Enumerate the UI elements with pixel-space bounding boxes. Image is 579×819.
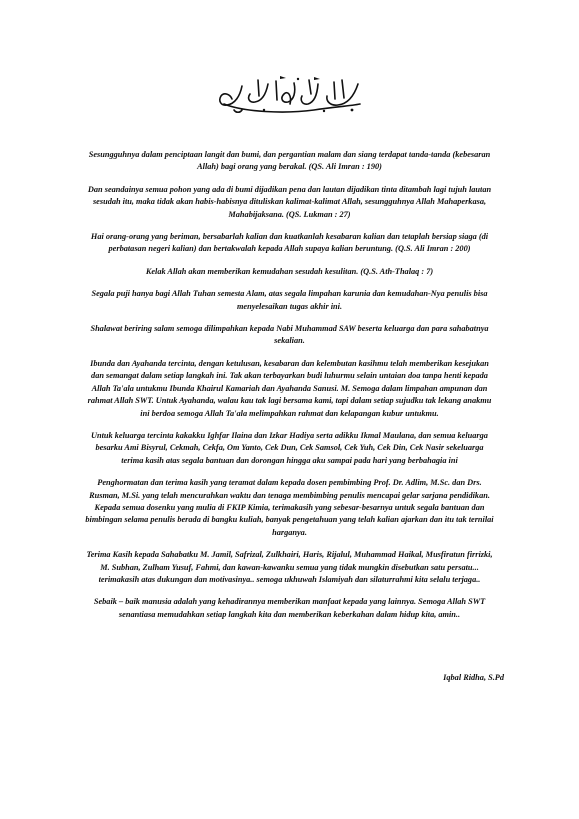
author-signature: Iqbal Ridha, S.Pd: [443, 673, 504, 682]
family-dedication: Untuk keluarga tercinta kakakku Ighfar Ilaina dan Izkar Hadiya serta adikku Ikmal Maulana, dan semua keluarga besarku Ami Bisyrul, Cekmah, Cekfa, Om Yanto, Cek Dun, Cek Samsol, Cek Yuh, Cek Din, Cek Nasir sekeluarga terima kasih atas segala bantuan dan dorongan hingga aku sampai pada hari yang berbahagia ini: [91, 430, 488, 465]
dedication-text: [84, 149, 495, 631]
friends-dedication: Terima Kasih kepada Sahabatku M. Jamil, Safrizal, Zulkhairi, Haris, Rijalul, Muhammad Haikal, Musfiratun firrizki, M. Subhan, Zulham Yusuf, Fahmi, dan kawan-kawanku semua yang tidak mungkin disebutkan satu persatu... terimakasih atas dukungan dan motivasinya.. semoga ukhuwah Islamiyah dan silaturrahmi kita selalu terjaga..: [86, 550, 493, 584]
parents-dedication: Ibunda dan Ayahanda tercinta, dengan ketulusan, kesabaran dan kelembutan kasihmu telah memberikan kesejukan dan semangat dalam setiap langkah ini. Tak akan terbayarkan budi luhurmu selain untaian doa tanpa henti kepada Allah Ta'ala untukmu Ibunda Khairul Kamariah dan Ayahanda Sanusi. M. Semoga dalam limpahan ampunan dan rahmat Allah SWT. Untuk Ayahanda, walau kau tak lagi bersama kami, tapi dalam setiap sujudku tak lekang anakmu ini berdoa semoga Allah Ta'ala melimpahkan rahmat dan kelapangan kubur untukmu.: [87, 358, 492, 418]
quote-ali-imran-190: Sesungguhnya dalam penciptaan langit dan bumi, dan pergantian malam dan siang terdapat tanda-tanda (kebesaran Allah) bagi orang yang berakal. (QS. Ali Imran : 190): [88, 150, 491, 172]
basmala-calligraphy: [214, 74, 364, 116]
praise-paragraph: Segala puji hanya bagi Allah Tuhan semesta Alam, atas segala limpahan karunia dan kemudahan-Nya penulis bisa menyelesaikan tugas akhir ini.: [91, 289, 488, 311]
lecturers-dedication: Penghormatan dan terima kasih yang teramat dalam kepada dosen pembimbing Prof. Dr. Adlim, M.Sc. dan Drs. Rusman, M.Si. yang telah mencurahkan waktu dan tenaga membimbing penulis mencapai gelar sarjana pendidikan. Kepada semua dosenku yang mulia di FKIP Kimia, terimakasih yang sebesar-besarnya untuk segala bantuan dan bimbingan selama penulis berada di bangku kuliah, banyak pengetahuan yang telah kalian ajarkan dan itu tak ternilai harganya.: [85, 478, 494, 537]
shalawat-paragraph: Shalawat beriring salam semoga dilimpahkan kepada Nabi Muhammad SAW beserta keluarga dan para sahabatnya sekalian.: [90, 324, 489, 346]
quote-ath-thalaq-7: Kelak Allah akan memberikan kemudahan sesudah kesulitan. (Q.S. Ath-Thalaq : 7): [145, 266, 434, 276]
closing-paragraph: Sebaik – baik manusia adalah yang kehadirannya memberikan manfaat kepada yang lainnya. Semoga Allah SWT senantiasa memudahkan setiap langkah kita dan memberikan keberkahan dalam hidup kita, amin..: [93, 597, 486, 619]
quote-lukman-27: Dan seandainya semua pohon yang ada di bumi dijadikan pena dan lautan dijadikan tinta ditambah lagi tujuh lautan sesudah itu, maka tidak akan habis-habisnya dituliskan kalimat-kalimat Allah, sesungguhnya Allah Mahaperkasa, Mahabijaksana. (QS. Lukman : 27): [87, 184, 492, 219]
quote-ali-imran-200: Hai orang-orang yang beriman, bersabarlah kalian dan kuatkanlah kesabaran kalian dan tetaplah bersiap siaga (di perbatasan negeri kalian) dan bertakwalah kepada Allah supaya kalian beruntung. (Q.S. Ali Imran : 200): [90, 232, 489, 254]
